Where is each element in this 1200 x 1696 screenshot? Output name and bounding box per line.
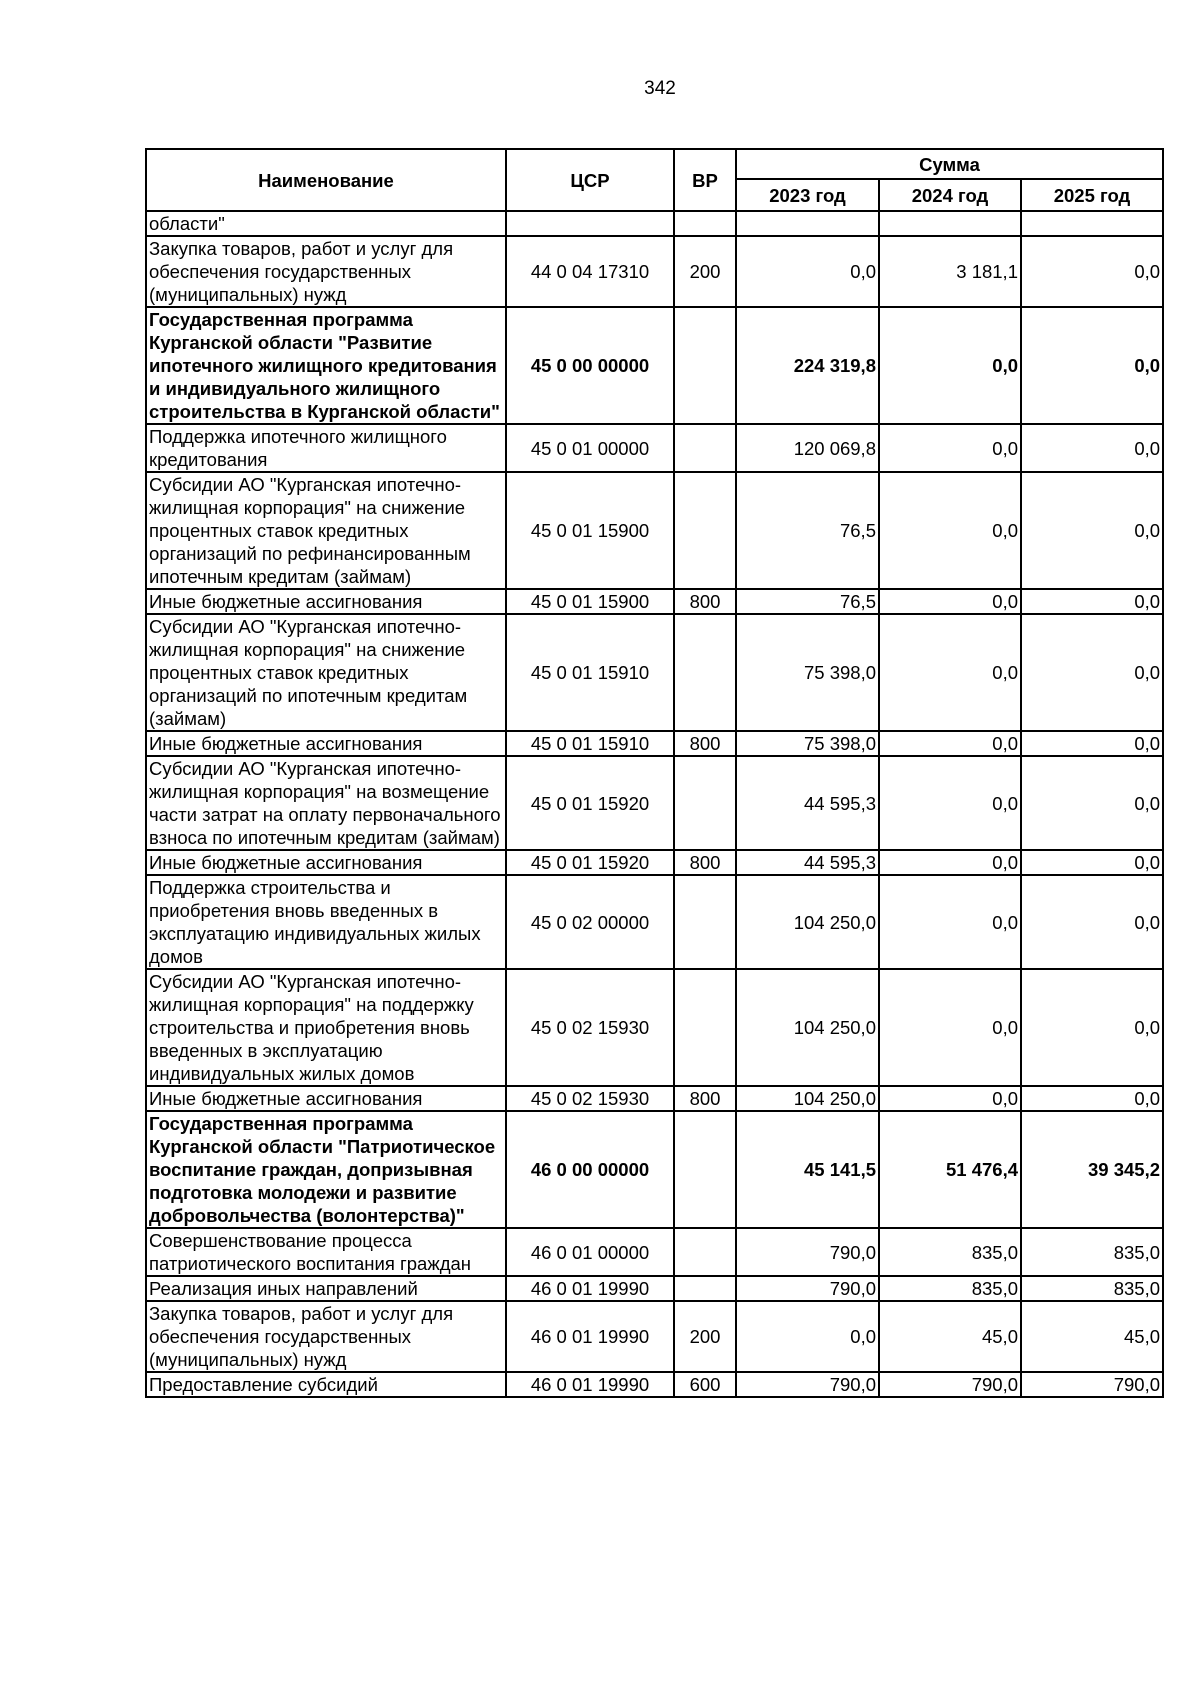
- row-2025-cell: 0,0: [1021, 424, 1163, 472]
- row-name-cell: Субсидии АО "Курганская ипотечно-жилищная корпорация" на поддержку строительства и приобретения вновь введенных в эксплуатацию индивидуальных жилых домов: [146, 969, 506, 1086]
- table-row: [146, 236, 1163, 307]
- row-2023-cell: 76,5: [736, 472, 879, 589]
- row-2023-cell: 790,0: [736, 1228, 879, 1276]
- row-2023-cell: 790,0: [736, 1276, 879, 1301]
- row-2025-cell: 0,0: [1021, 731, 1163, 756]
- row-2025-cell: 0,0: [1021, 472, 1163, 589]
- header-csr: ЦСР: [506, 149, 674, 211]
- row-2024-cell: 835,0: [879, 1228, 1021, 1276]
- budget-table: [145, 148, 1164, 1398]
- row-2023-cell: 104 250,0: [736, 875, 879, 969]
- row-vr-cell: [674, 1276, 736, 1301]
- row-name-cell: Поддержка ипотечного жилищного кредитования: [146, 424, 506, 472]
- table-row: [146, 731, 1163, 756]
- row-vr-cell: [674, 969, 736, 1086]
- row-name-cell: Иные бюджетные ассигнования: [146, 589, 506, 614]
- row-2024-cell: 0,0: [879, 1086, 1021, 1111]
- row-csr-cell: 45 0 02 00000: [506, 875, 674, 969]
- row-csr-cell: 45 0 01 15910: [506, 614, 674, 731]
- row-2023-cell: 120 069,8: [736, 424, 879, 472]
- row-name-cell: Иные бюджетные ассигнования: [146, 1086, 506, 1111]
- row-name-cell: Закупка товаров, работ и услуг для обеспечения государственных (муниципальных) нужд: [146, 1301, 506, 1372]
- row-vr-cell: [674, 614, 736, 731]
- row-2023-cell: 104 250,0: [736, 1086, 879, 1111]
- row-name-cell: Государственная программа Курганской области "Патриотическое воспитание граждан, допризывная подготовка молодежи и развитие добровольчества (волонтерства)": [146, 1111, 506, 1228]
- table-row: [146, 1111, 1163, 1228]
- row-csr-cell: 45 0 01 15900: [506, 472, 674, 589]
- row-csr-cell: 46 0 01 00000: [506, 1228, 674, 1276]
- row-csr-cell: 45 0 01 15920: [506, 850, 674, 875]
- row-2024-cell: 45,0: [879, 1301, 1021, 1372]
- row-csr-cell: 46 0 00 00000: [506, 1111, 674, 1228]
- row-csr-cell: 44 0 04 17310: [506, 236, 674, 307]
- table-row: [146, 850, 1163, 875]
- row-name-cell: Иные бюджетные ассигнования: [146, 850, 506, 875]
- row-csr-cell: [506, 211, 674, 236]
- row-name-cell: Субсидии АО "Курганская ипотечно-жилищная корпорация" на возмещение части затрат на оплату первоначального взноса по ипотечным кредитам (займам): [146, 756, 506, 850]
- row-vr-cell: 800: [674, 589, 736, 614]
- row-vr-cell: [674, 472, 736, 589]
- row-csr-cell: 46 0 01 19990: [506, 1372, 674, 1397]
- row-2025-cell: [1021, 211, 1163, 236]
- table-row: [146, 589, 1163, 614]
- row-name-cell: Иные бюджетные ассигнования: [146, 731, 506, 756]
- row-2025-cell: 790,0: [1021, 1372, 1163, 1397]
- row-2025-cell: 45,0: [1021, 1301, 1163, 1372]
- row-vr-cell: [674, 1111, 736, 1228]
- row-2024-cell: 0,0: [879, 850, 1021, 875]
- row-2024-cell: 3 181,1: [879, 236, 1021, 307]
- row-2025-cell: 0,0: [1021, 850, 1163, 875]
- row-2024-cell: 790,0: [879, 1372, 1021, 1397]
- row-2024-cell: 0,0: [879, 731, 1021, 756]
- table-row: [146, 1301, 1163, 1372]
- row-vr-cell: 800: [674, 1086, 736, 1111]
- page-number: 342: [644, 78, 676, 99]
- row-vr-cell: 200: [674, 236, 736, 307]
- header-year-2023: 2023 год: [736, 179, 879, 211]
- row-csr-cell: 45 0 01 15910: [506, 731, 674, 756]
- row-name-cell: Поддержка строительства и приобретения вновь введенных в эксплуатацию индивидуальных жилых домов: [146, 875, 506, 969]
- table-row: [146, 969, 1163, 1086]
- row-name-cell: Субсидии АО "Курганская ипотечно-жилищная корпорация" на снижение процентных ставок кредитных организаций по рефинансированным ипотечным кредитам (займам): [146, 472, 506, 589]
- row-vr-cell: [674, 211, 736, 236]
- table-row: [146, 211, 1163, 236]
- row-csr-cell: 45 0 02 15930: [506, 1086, 674, 1111]
- row-2025-cell: 0,0: [1021, 756, 1163, 850]
- table-row: [146, 472, 1163, 589]
- row-name-cell: Государственная программа Курганской области "Развитие ипотечного жилищного кредитования и индивидуального жилищного строительства в Курганской области": [146, 307, 506, 424]
- row-2023-cell: 75 398,0: [736, 731, 879, 756]
- row-2023-cell: 76,5: [736, 589, 879, 614]
- row-vr-cell: [674, 756, 736, 850]
- row-2024-cell: 51 476,4: [879, 1111, 1021, 1228]
- row-csr-cell: 45 0 01 15920: [506, 756, 674, 850]
- row-vr-cell: [674, 307, 736, 424]
- table-header: [146, 149, 1163, 211]
- table-body: [146, 211, 1163, 1397]
- row-2024-cell: 0,0: [879, 424, 1021, 472]
- row-csr-cell: 45 0 02 15930: [506, 969, 674, 1086]
- row-name-cell: Предоставление субсидий: [146, 1372, 506, 1397]
- row-2025-cell: 835,0: [1021, 1276, 1163, 1301]
- row-2024-cell: 0,0: [879, 589, 1021, 614]
- row-2024-cell: 0,0: [879, 614, 1021, 731]
- header-name: Наименование: [146, 149, 506, 211]
- row-2023-cell: 104 250,0: [736, 969, 879, 1086]
- table-row: [146, 756, 1163, 850]
- row-2025-cell: 0,0: [1021, 614, 1163, 731]
- table-row: [146, 1228, 1163, 1276]
- header-vr: ВР: [674, 149, 736, 211]
- row-csr-cell: 46 0 01 19990: [506, 1301, 674, 1372]
- table-row: [146, 424, 1163, 472]
- row-2025-cell: 0,0: [1021, 236, 1163, 307]
- row-2023-cell: 44 595,3: [736, 850, 879, 875]
- header-year-2024: 2024 год: [879, 179, 1021, 211]
- row-vr-cell: 600: [674, 1372, 736, 1397]
- row-vr-cell: 800: [674, 850, 736, 875]
- row-2024-cell: 0,0: [879, 875, 1021, 969]
- table-row: [146, 614, 1163, 731]
- row-csr-cell: 45 0 00 00000: [506, 307, 674, 424]
- row-vr-cell: 800: [674, 731, 736, 756]
- table-row: [146, 1276, 1163, 1301]
- row-2024-cell: 0,0: [879, 307, 1021, 424]
- row-vr-cell: [674, 1228, 736, 1276]
- row-2024-cell: 835,0: [879, 1276, 1021, 1301]
- row-csr-cell: 45 0 01 15900: [506, 589, 674, 614]
- row-csr-cell: 46 0 01 19990: [506, 1276, 674, 1301]
- row-2025-cell: 0,0: [1021, 589, 1163, 614]
- row-2023-cell: 0,0: [736, 1301, 879, 1372]
- row-name-cell: Реализация иных направлений: [146, 1276, 506, 1301]
- row-vr-cell: [674, 875, 736, 969]
- row-name-cell: области": [146, 211, 506, 236]
- header-year-2025: 2025 год: [1021, 179, 1163, 211]
- header-sum: Сумма: [736, 149, 1163, 179]
- row-name-cell: Совершенствование процесса патриотического воспитания граждан: [146, 1228, 506, 1276]
- row-2023-cell: 790,0: [736, 1372, 879, 1397]
- table-row: [146, 1372, 1163, 1397]
- row-2024-cell: [879, 211, 1021, 236]
- row-2024-cell: 0,0: [879, 756, 1021, 850]
- row-vr-cell: 200: [674, 1301, 736, 1372]
- row-2023-cell: [736, 211, 879, 236]
- row-2023-cell: 45 141,5: [736, 1111, 879, 1228]
- row-name-cell: Закупка товаров, работ и услуг для обеспечения государственных (муниципальных) нужд: [146, 236, 506, 307]
- row-2025-cell: 835,0: [1021, 1228, 1163, 1276]
- row-2025-cell: 0,0: [1021, 969, 1163, 1086]
- row-2025-cell: 0,0: [1021, 307, 1163, 424]
- row-name-cell: Субсидии АО "Курганская ипотечно-жилищная корпорация" на снижение процентных ставок кредитных организаций по ипотечным кредитам (займам): [146, 614, 506, 731]
- row-vr-cell: [674, 424, 736, 472]
- row-2025-cell: 39 345,2: [1021, 1111, 1163, 1228]
- row-2023-cell: 44 595,3: [736, 756, 879, 850]
- row-2025-cell: 0,0: [1021, 875, 1163, 969]
- row-2024-cell: 0,0: [879, 969, 1021, 1086]
- row-2024-cell: 0,0: [879, 472, 1021, 589]
- table-row: [146, 875, 1163, 969]
- row-2025-cell: 0,0: [1021, 1086, 1163, 1111]
- row-csr-cell: 45 0 01 00000: [506, 424, 674, 472]
- row-2023-cell: 224 319,8: [736, 307, 879, 424]
- row-2023-cell: 0,0: [736, 236, 879, 307]
- row-2023-cell: 75 398,0: [736, 614, 879, 731]
- table-row: [146, 1086, 1163, 1111]
- table-row: [146, 307, 1163, 424]
